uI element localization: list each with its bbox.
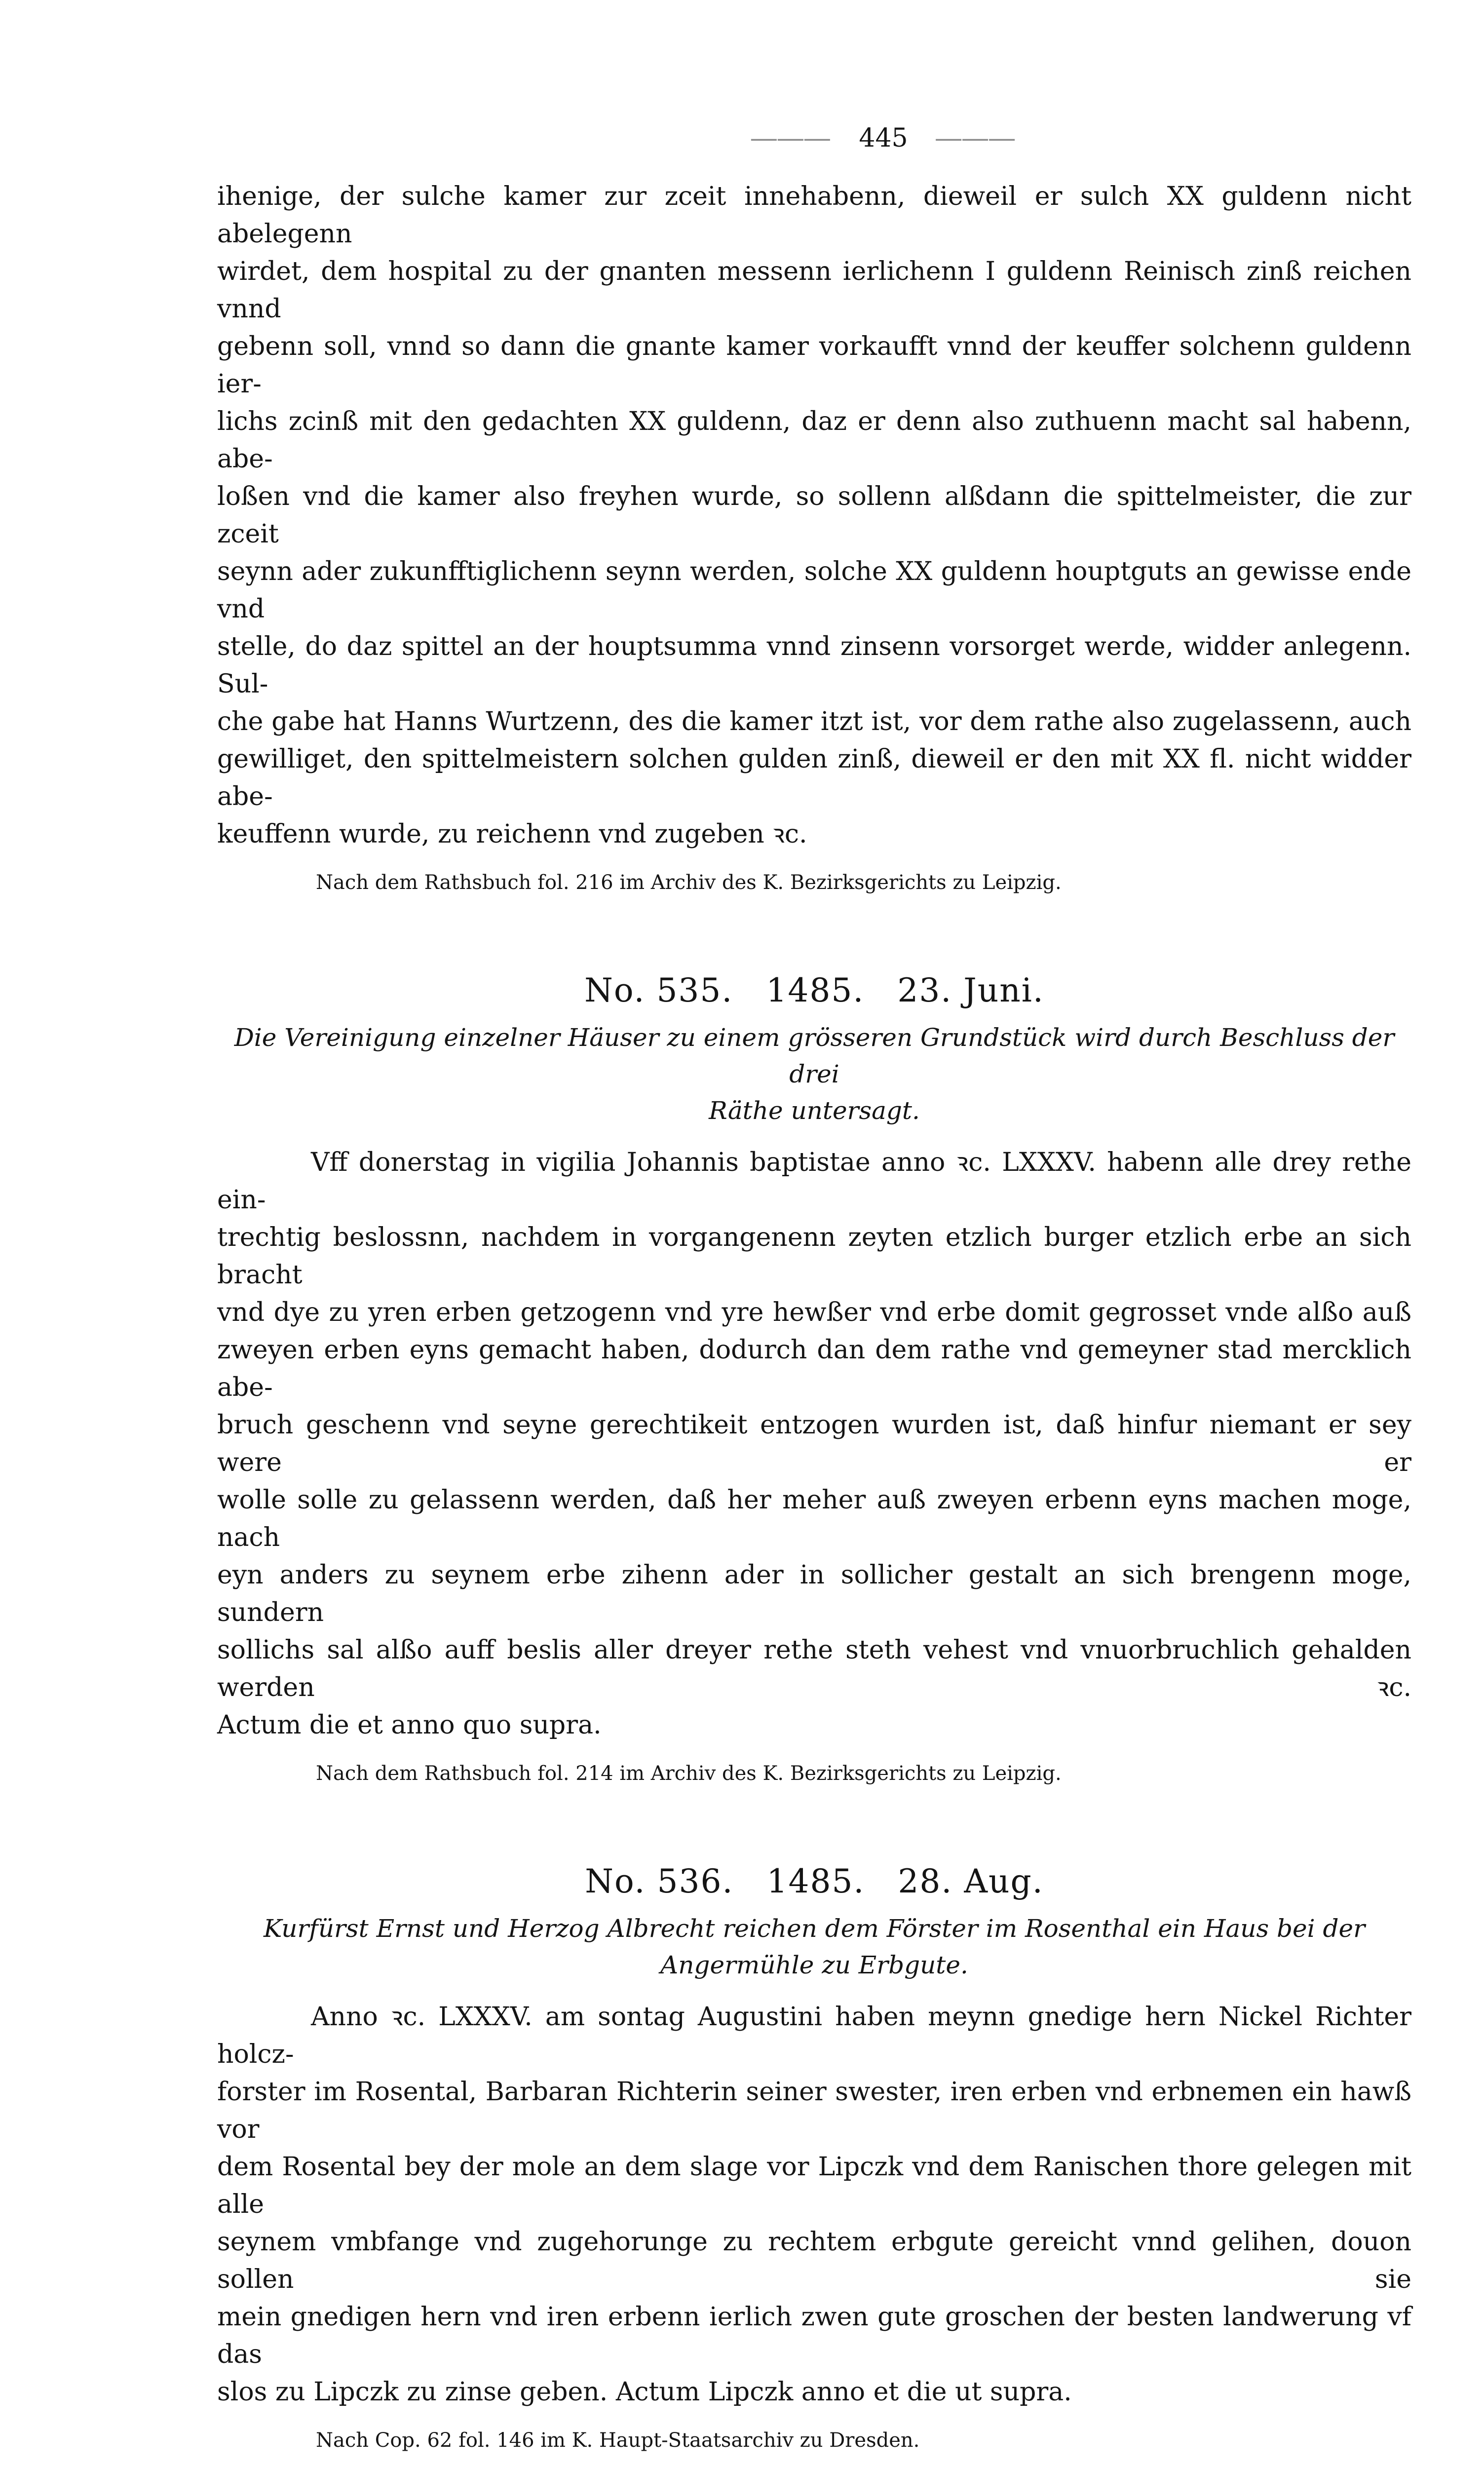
summary-line: Die Vereinigung einzelner Häuser zu einem grösseren Grundstück wird durch Beschluss der drei bbox=[234, 1023, 1395, 1088]
text-line: eyn anders zu seynem erbe zihenn ader in sollicher gestalt an sich brengenn moge, sundern bbox=[217, 1560, 1411, 1627]
text-line: mein gnedigen hern vnd iren erbenn ierlich zwen gute groschen der besten landwerung vf das bbox=[217, 2302, 1411, 2369]
text-line: sollichs sal alßo auff beslis aller dreyer rethe steth vehest vnd vnuorbruchlich gehalden werden ꝛc. bbox=[217, 1635, 1411, 1702]
entry-date: 23. Juni. bbox=[897, 971, 1044, 1009]
text-line: lichs zcinß mit den gedachten XX guldenn, daz er denn also zuthuenn macht sal habenn, abe- bbox=[217, 407, 1411, 474]
text-line: trechtig beslossnn, nachdem in vorgangenenn zeyten etzlich burger etzlich erbe an sich bracht bbox=[217, 1223, 1411, 1290]
text-line: slos zu Lipczk zu zinse geben. Actum Lipczk anno et die ut supra. bbox=[217, 2377, 1072, 2407]
entry-number: No. 536. bbox=[585, 1862, 734, 1900]
text-line: wirdet, dem hospital zu der gnanten messenn ierlichenn I guldenn Reinisch zinß reichen vnnd bbox=[217, 257, 1411, 324]
page-number: 445 bbox=[859, 123, 908, 153]
text-line: Actum die et anno quo supra. bbox=[217, 1710, 602, 1740]
text-line: forster im Rosental, Barbaran Richterin seiner swester, iren erben vnd erbnemen ein hawß vor bbox=[217, 2077, 1411, 2144]
text-line: vnd dye zu yren erben getzogenn vnd yre hewßer vnd erbe domit gegrosset vnde alßo auß bbox=[217, 1298, 1411, 1327]
text-line: wolle solle zu gelassenn werden, daß her meher auß zweyen erbenn eyns machen moge, nach bbox=[217, 1485, 1411, 1552]
text-line: seynn ader zukunfftiglichenn seynn werden, solche XX guldenn houptguts an gewisse ende vnd bbox=[217, 557, 1411, 624]
entry-number: No. 535. bbox=[584, 971, 733, 1009]
entry-summary bbox=[217, 1019, 1411, 1129]
entry-text bbox=[217, 1998, 1411, 2411]
text-line: bruch geschenn vnd seyne gerechtikeit entzogen wurden ist, daß hinfur niemant er sey were er bbox=[217, 1410, 1411, 1477]
entry-year: 1485. bbox=[766, 1862, 865, 1900]
summary-line: Kurfürst Ernst und Herzog Albrecht reichen dem Förster im Rosenthal ein Haus bei der bbox=[263, 1914, 1366, 1943]
entry-summary bbox=[217, 1910, 1411, 1983]
page-header bbox=[286, 123, 1481, 153]
source-note: Nach dem Rathsbuch fol. 216 im Archiv des K. Bezirksgerichts zu Leipzig. bbox=[316, 871, 1062, 894]
summary-line: Räthe untersagt. bbox=[709, 1096, 920, 1125]
document-page bbox=[217, 123, 1411, 2468]
text-line: keuffenn wurde, zu reichenn vnd zugeben ꝛc. bbox=[217, 819, 807, 849]
opening-paragraph bbox=[217, 178, 1411, 853]
text-line: ihenige, der sulche kamer zur zceit innehabenn, dieweil er sulch XX guldenn nicht abelegenn bbox=[217, 182, 1411, 249]
entry-year: 1485. bbox=[766, 971, 865, 1009]
entry-date: 28. Aug. bbox=[898, 1862, 1044, 1900]
header-rule-left: ――― bbox=[751, 123, 831, 153]
header-rule-right: ――― bbox=[936, 123, 1016, 153]
text-line: gebenn soll, vnnd so dann die gnante kamer vorkaufft vnnd der keuffer solchenn guldenn ier- bbox=[217, 332, 1411, 399]
text-line: dem Rosental bey der mole an dem slage vor Lipczk vnd dem Ranischen thore gelegen mit alle bbox=[217, 2152, 1411, 2219]
text-line: che gabe hat Hanns Wurtzenn, des die kamer itzt ist, vor dem rathe also zugelassenn, auch bbox=[217, 707, 1411, 736]
text-line: loßen vnd die kamer also freyhen wurde, so sollenn alßdann die spittelmeister, die zur zceit bbox=[217, 482, 1411, 549]
source-note: Nach Cop. 62 fol. 146 im K. Haupt-Staatsarchiv zu Dresden. bbox=[316, 2429, 920, 2452]
text-line: Anno ꝛc. LXXXV. am sontag Augustini haben meynn gnedige hern Nickel Richter holcz- bbox=[217, 2002, 1411, 2069]
text-line: Vff donerstag in vigilia Johannis baptistae anno ꝛc. LXXXV. habenn alle drey rethe ein- bbox=[217, 1148, 1411, 1215]
source-note: Nach dem Rathsbuch fol. 214 im Archiv des K. Bezirksgerichts zu Leipzig. bbox=[316, 1762, 1062, 1785]
text-line: zweyen erben eyns gemacht haben, dodurch dan dem rathe vnd gemeyner stad mercklich abe- bbox=[217, 1335, 1411, 1402]
entry-text bbox=[217, 1144, 1411, 1744]
text-line: seynem vmbfange vnd zugehorunge zu rechtem erbgute gereicht vnnd gelihen, douon sollen sie bbox=[217, 2227, 1411, 2294]
entry-heading bbox=[217, 1862, 1411, 1900]
text-line: gewilliget, den spittelmeistern solchen gulden zinß, dieweil er den mit XX fl. nicht widder abe- bbox=[217, 744, 1411, 811]
summary-line: Angermühle zu Erbgute. bbox=[660, 1951, 968, 1979]
entry-heading bbox=[217, 971, 1411, 1009]
text-line: stelle, do daz spittel an der houptsumma vnnd zinsenn vorsorget werde, widder anlegenn. Sul- bbox=[217, 632, 1411, 699]
